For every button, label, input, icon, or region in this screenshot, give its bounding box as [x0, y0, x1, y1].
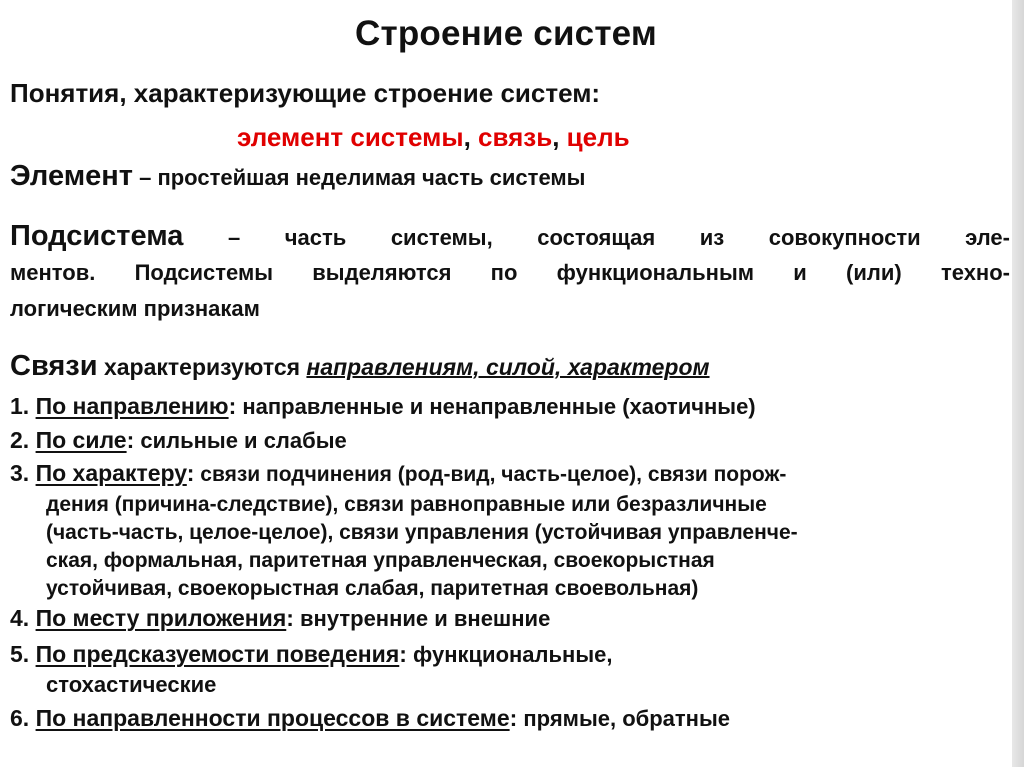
item-colon: :: [186, 460, 195, 486]
subsystem-text-1: – часть системы, состоящая из совокупности эле-: [183, 225, 1010, 250]
links-term: Связи: [10, 350, 98, 382]
list-item: [10, 704, 730, 734]
links-text: характеризуются: [97, 354, 307, 380]
item-text: функциональные,: [406, 642, 613, 667]
item-text: направленные и ненаправленные (хаотичные): [236, 394, 756, 419]
item-number: 1.: [10, 393, 36, 419]
page-title: Строение систем: [355, 14, 657, 53]
intro-line: Понятия, характеризующие строение систем:: [10, 78, 601, 108]
item-label: По характеру: [35, 460, 187, 486]
subsystem-line-2: ментов. Подсистемы выделяются по функциональным и (или) техно-: [10, 260, 1010, 285]
item-label: По силе: [35, 427, 127, 453]
item-number: 3.: [10, 460, 36, 486]
item-label: По направленности процессов в системе: [35, 705, 510, 731]
item-text-continued: ская, формальная, паритетная управленческая, своекорыстная: [46, 549, 715, 572]
item-text: связи подчинения (род-вид, часть-целое), связи порож-: [194, 463, 787, 486]
term-element-system: элемент системы: [237, 122, 464, 152]
slide-edge: [1012, 0, 1024, 767]
element-definition: [10, 160, 585, 193]
item-text-continued: стохастические: [46, 672, 217, 697]
item-text-continued: устойчивая, своекорыстная слабая, паритетная своевольная): [46, 577, 699, 600]
separator: ,: [463, 122, 479, 152]
item-colon: :: [228, 393, 237, 419]
item-text: сильные и слабые: [134, 428, 347, 453]
item-colon: :: [126, 427, 135, 453]
list-item: [10, 604, 550, 634]
term-goal: цель: [566, 122, 630, 152]
item-number: 5.: [10, 641, 36, 667]
item-colon: :: [509, 705, 518, 731]
item-number: 2.: [10, 427, 36, 453]
item-colon: :: [399, 641, 407, 667]
element-term: Элемент: [10, 160, 133, 192]
item-number: 6.: [10, 705, 36, 731]
intro-terms: [237, 120, 630, 154]
item-text-continued: (часть-часть, целое-целое), связи управления (устойчивая управленче-: [46, 521, 798, 544]
links-italic: направлениям, силой, характером: [306, 354, 710, 380]
separator: ,: [552, 122, 567, 152]
list-item: [10, 640, 612, 670]
item-text: прямые, обратные: [517, 706, 730, 731]
item-label: По направлению: [35, 393, 229, 419]
links-definition: [10, 350, 710, 383]
subsystem-line-1: [10, 220, 1010, 253]
list-item: [10, 392, 756, 422]
subsystem-term: Подсистема: [10, 220, 184, 252]
list-item: [10, 460, 995, 490]
subsystem-line-3: логическим признакам: [10, 296, 260, 321]
item-text-continued: дения (причина-следствие), связи равноправные или безразличные: [46, 493, 767, 516]
item-colon: :: [286, 605, 294, 631]
term-link: связь: [478, 122, 553, 152]
list-item: [10, 426, 347, 456]
item-label: По предсказуемости поведения: [35, 641, 400, 667]
element-text: – простейшая неделимая часть системы: [133, 165, 586, 190]
item-label: По месту приложения: [35, 605, 287, 631]
item-text: внутренние и внешние: [293, 606, 551, 631]
item-number: 4.: [10, 605, 36, 631]
